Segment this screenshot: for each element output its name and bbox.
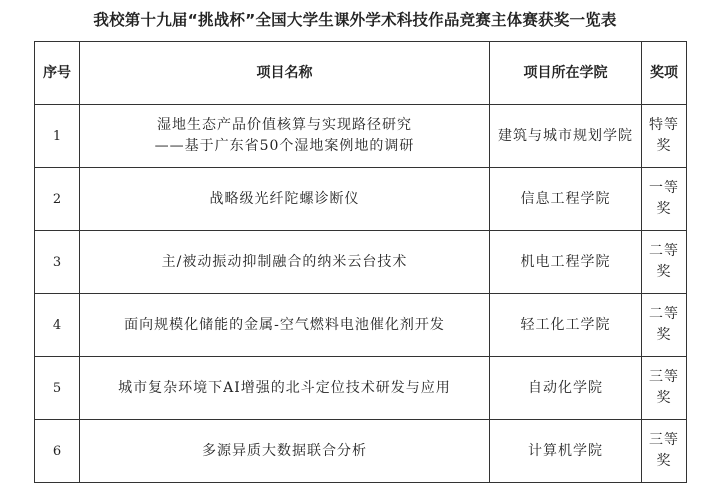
award-table bbox=[34, 41, 687, 483]
row-index: 1 bbox=[35, 105, 80, 168]
table-row bbox=[35, 420, 687, 483]
project-name: 城市复杂环境下AI增强的北斗定位技术研发与应用 bbox=[80, 357, 490, 420]
row-index: 6 bbox=[35, 420, 80, 483]
award-level: 二等奖 bbox=[642, 231, 687, 294]
award-level: 三等奖 bbox=[642, 420, 687, 483]
project-name bbox=[80, 105, 490, 168]
table-row bbox=[35, 294, 687, 357]
project-name-subtitle: ——基于广东省50个湿地案例地的调研 bbox=[154, 138, 415, 154]
row-index: 4 bbox=[35, 294, 80, 357]
table-row bbox=[35, 105, 687, 168]
project-name-line: 湿地生态产品价值核算与实现路径研究 bbox=[157, 117, 412, 133]
row-index: 5 bbox=[35, 357, 80, 420]
row-index: 2 bbox=[35, 168, 80, 231]
college-name: 自动化学院 bbox=[490, 357, 642, 420]
project-name: 面向规模化储能的金属-空气燃料电池催化剂开发 bbox=[80, 294, 490, 357]
column-header-index: 序号 bbox=[35, 42, 80, 105]
project-name: 多源异质大数据联合分析 bbox=[80, 420, 490, 483]
table-row bbox=[35, 231, 687, 294]
award-level: 二等奖 bbox=[642, 294, 687, 357]
column-header-award: 奖项 bbox=[642, 42, 687, 105]
award-level: 三等奖 bbox=[642, 357, 687, 420]
award-level: 一等奖 bbox=[642, 168, 687, 231]
project-name: 主/被动振动抑制融合的纳米云台技术 bbox=[80, 231, 490, 294]
award-level: 特等奖 bbox=[642, 105, 687, 168]
column-header-college: 项目所在学院 bbox=[490, 42, 642, 105]
page-title: 我校第十九届“挑战杯”全国大学生课外学术科技作品竞赛主体赛获奖一览表 bbox=[93, 11, 617, 29]
college-name: 建筑与城市规划学院 bbox=[490, 105, 642, 168]
column-header-project: 项目名称 bbox=[80, 42, 490, 105]
table-header-row bbox=[35, 42, 687, 105]
project-name: 战略级光纤陀螺诊断仪 bbox=[80, 168, 490, 231]
table-row bbox=[35, 357, 687, 420]
row-index: 3 bbox=[35, 231, 80, 294]
college-name: 信息工程学院 bbox=[490, 168, 642, 231]
college-name: 轻工化工学院 bbox=[490, 294, 642, 357]
college-name: 机电工程学院 bbox=[490, 231, 642, 294]
college-name: 计算机学院 bbox=[490, 420, 642, 483]
table-row bbox=[35, 168, 687, 231]
